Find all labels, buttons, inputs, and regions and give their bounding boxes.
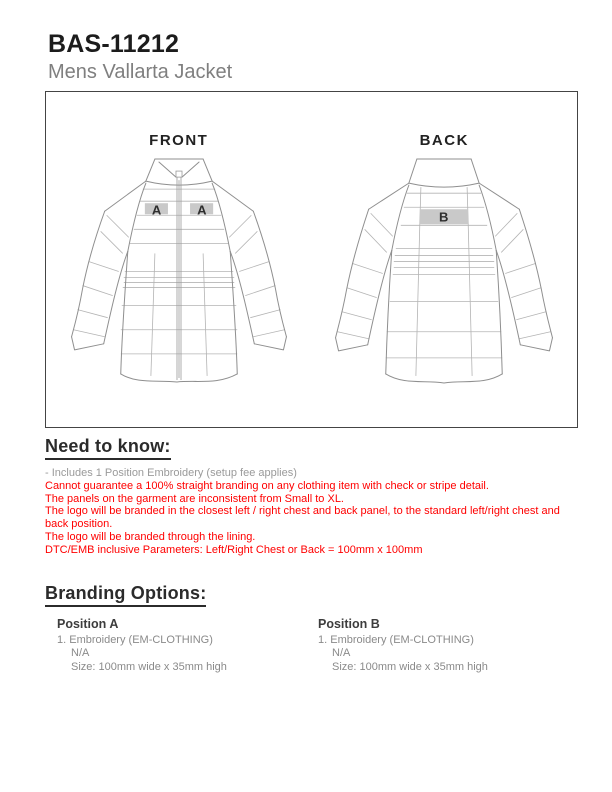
position-b-size: Size: 100mm wide x 35mm high — [332, 660, 488, 673]
need-to-know-section — [45, 436, 578, 460]
position-a-detail: N/A — [71, 647, 90, 660]
branding-options-heading: Branding Options: — [45, 583, 206, 607]
need-to-know-notes — [45, 467, 563, 557]
position-a-method: 1. Embroidery (EM-CLOTHING) — [57, 633, 213, 646]
back-view-label: BACK — [419, 132, 469, 149]
jacket-front-illustration — [58, 153, 300, 389]
back-patch-label: B — [439, 209, 449, 225]
warning-line: The logo will be branded through the lining. — [45, 530, 256, 543]
warning-line: Cannot guarantee a 100% straight branding on any clothing item with check or stripe detail. — [45, 479, 489, 492]
front-left-patch-label: A — [151, 202, 162, 218]
position-a-name: Position A — [57, 616, 119, 631]
garment-diagram-panel — [45, 91, 578, 428]
front-view-label: FRONT — [149, 132, 209, 149]
branding-options-section — [45, 583, 578, 607]
product-name-subtitle: Mens Vallarta Jacket — [48, 61, 233, 83]
position-a-size: Size: 100mm wide x 35mm high — [71, 660, 227, 673]
included-embroidery-note: - Includes 1 Position Embroidery (setup fee applies) — [45, 467, 297, 479]
warning-line: DTC/EMB inclusive Parameters: Left/Right Chest or Back = 100mm x 100mm — [45, 543, 423, 556]
product-sku-title: BAS-11212 — [48, 30, 180, 58]
position-b-detail: N/A — [332, 647, 351, 660]
jacket-back-illustration — [323, 153, 565, 389]
header — [45, 30, 578, 84]
need-to-know-heading: Need to know: — [45, 436, 171, 460]
front-view-column — [46, 92, 312, 427]
back-outline — [336, 159, 553, 383]
front-right-patch-label: A — [196, 202, 207, 218]
position-b-name: Position B — [318, 616, 380, 631]
back-view-column — [312, 92, 578, 427]
warning-line: The panels on the garment are inconsistent from Small to XL. — [45, 492, 344, 505]
branding-positions — [45, 617, 578, 675]
warning-line: The logo will be branded in the closest left / right chest and back panel, to the standard left/right chest and back position. — [45, 505, 560, 531]
position-b-column — [306, 617, 567, 675]
position-a-column — [45, 617, 306, 675]
position-b-method: 1. Embroidery (EM-CLOTHING) — [318, 633, 474, 646]
front-zipper — [176, 171, 182, 380]
